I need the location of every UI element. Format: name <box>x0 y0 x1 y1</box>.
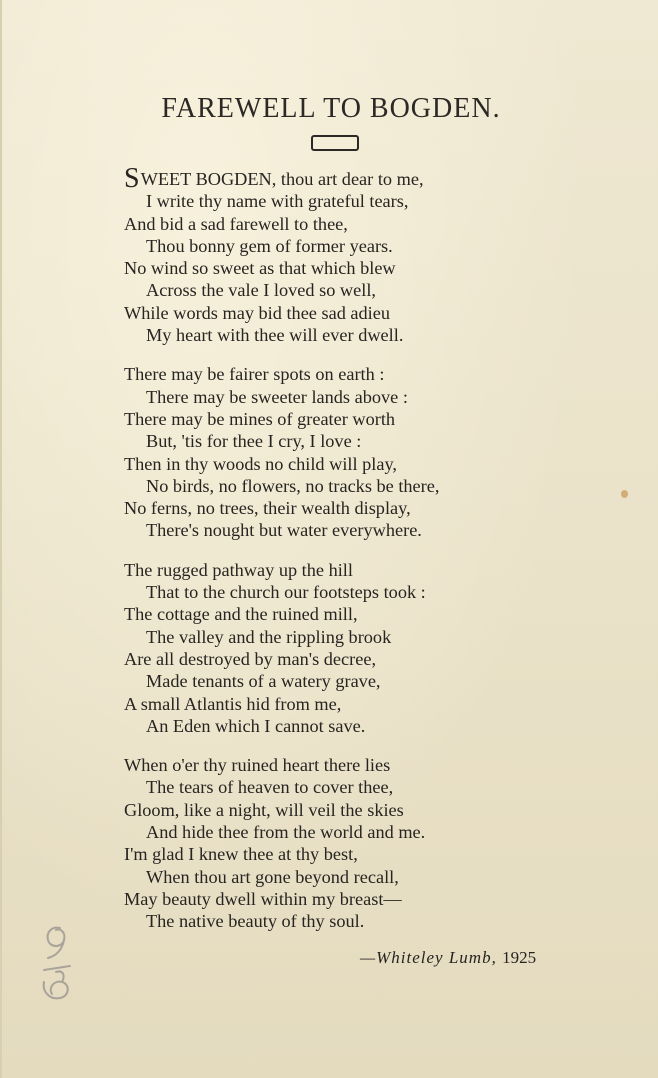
stanza-3 <box>124 559 584 737</box>
stanza-4 <box>124 754 584 932</box>
poem-line: And hide thee from the world and me. <box>146 822 426 843</box>
poem-line: The cottage and the ruined mill, <box>124 604 358 625</box>
pencil-handwritten-number <box>22 920 92 1030</box>
paper-stain <box>621 490 628 498</box>
poem-line: Thou bonny gem of former years. <box>146 235 393 256</box>
poem-line: There may be mines of greater worth <box>124 408 396 429</box>
pencil-digit <box>44 966 70 970</box>
poem-line: An Eden which I cannot save. <box>146 715 366 736</box>
attribution-year: 1925 <box>502 948 537 967</box>
stanza-1 <box>124 163 584 346</box>
poem-line: No birds, no flowers, no tracks be there, <box>146 475 440 496</box>
poem-line: Made tenants of a watery grave, <box>146 671 381 692</box>
poem-line: The tears of heaven to cover thee, <box>146 777 394 798</box>
poem-line: Gloom, like a night, will veil the skies <box>124 799 404 820</box>
first-line-rest: WEET BOGDEN, thou art dear to me, <box>140 169 424 189</box>
poem-line: A small Atlantis hid from me, <box>124 693 342 714</box>
attribution <box>360 948 610 968</box>
poem-line: Across the vale I loved so well, <box>146 280 376 301</box>
poem-line: And bid a sad farewell to thee, <box>124 213 348 234</box>
poem-line: There may be sweeter lands above : <box>146 386 408 407</box>
poem-body <box>124 163 584 950</box>
stanza-2 <box>124 363 584 541</box>
poem-line: While words may bid thee sad adieu <box>124 302 391 323</box>
pencil-digit <box>48 940 64 958</box>
poem-line <box>124 163 584 194</box>
poem-line: May beauty dwell within my breast— <box>124 888 402 909</box>
title-ornament <box>311 135 359 151</box>
poem-line: When o'er thy ruined heart there lies <box>124 755 391 776</box>
pencil-digit <box>56 971 64 982</box>
poem-title: FAREWELL TO BOGDEN. <box>161 93 501 124</box>
poem-line: That to the church our footsteps took : <box>146 582 426 603</box>
poem-line: Are all destroyed by man's decree, <box>124 648 377 669</box>
poem-line: When thou art gone beyond recall, <box>146 866 399 887</box>
poem-line: I'm glad I knew thee at thy best, <box>124 844 358 865</box>
poem-line: There's nought but water everywhere. <box>146 520 422 541</box>
poem-line: No wind so sweet as that which blew <box>124 258 396 279</box>
poem-line: There may be fairer spots on earth : <box>124 364 385 385</box>
pencil-digit <box>48 928 65 946</box>
poem-line: The native beauty of thy soul. <box>146 911 365 932</box>
poem-line: No ferns, no trees, their wealth display, <box>124 498 411 519</box>
poem-line: I write thy name with grateful tears, <box>146 191 409 212</box>
attribution-author: —Whiteley Lumb, <box>360 948 497 967</box>
poem-line: Then in thy woods no child will play, <box>124 453 398 474</box>
poem-line: The rugged pathway up the hill <box>124 559 353 580</box>
poem-line: The valley and the rippling brook <box>146 626 392 647</box>
drop-cap: S <box>124 163 140 194</box>
pencil-digit <box>44 982 68 999</box>
poem-line: But, 'tis for thee I cry, I love : <box>146 431 362 452</box>
poem-line: My heart with thee will ever dwell. <box>146 325 404 346</box>
